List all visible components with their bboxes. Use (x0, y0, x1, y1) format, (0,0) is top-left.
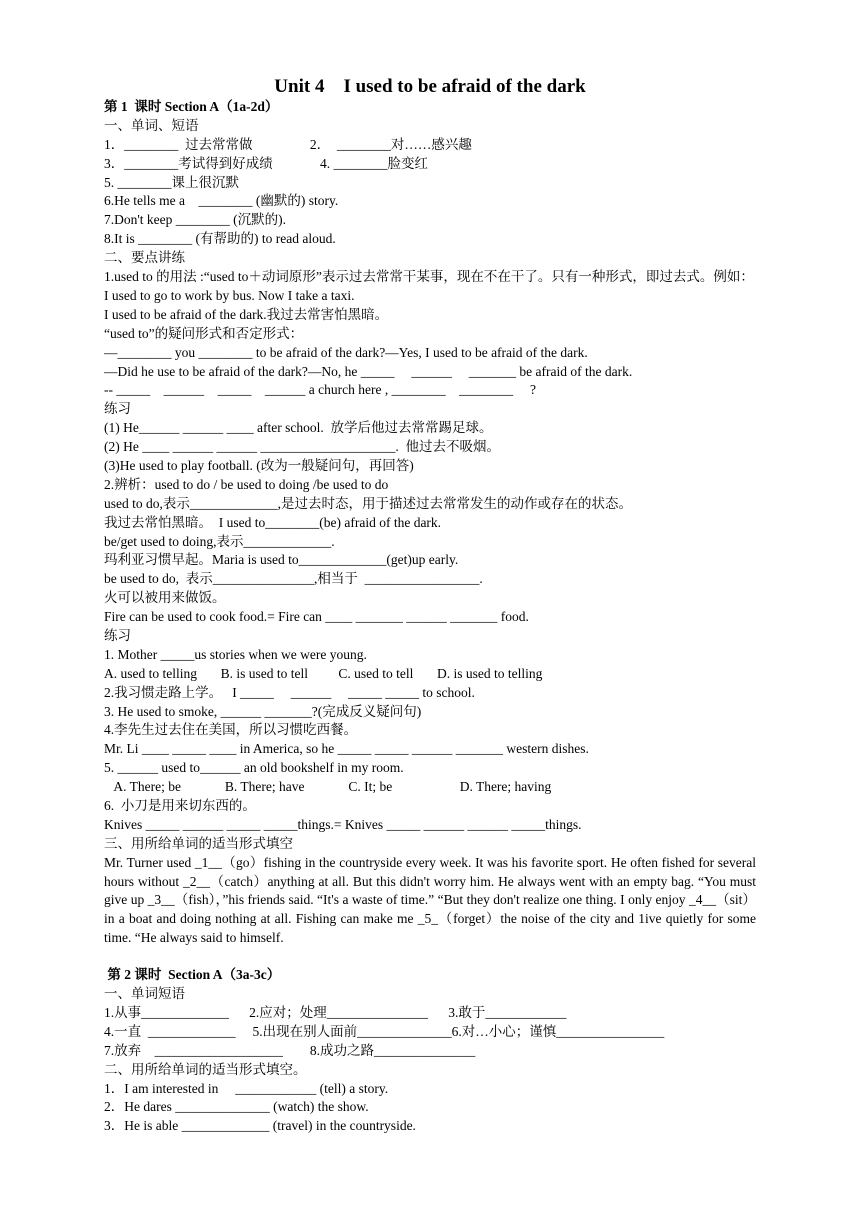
text-line: 3．________考试得到好成绩 4. ________脸变红 (104, 155, 428, 171)
text-line: 6. 小刀是用来切东西的。 (104, 797, 256, 813)
text-line: —Did he use to be afraid of the dark?—No, he _____ ______ _______ be afraid of the dark. (104, 363, 633, 379)
text-line: 1.从事_____________ 2.应对；处理_______________ 3.敢于____________ (104, 1004, 567, 1020)
text-line: 2.我习惯走路上学。 I _____ ______ _____ _____ to school. (104, 684, 475, 700)
document-body (104, 98, 756, 1136)
text-line: Mr. Li ____ _____ ____ in America, so he _____ _____ ______ _______ western dishes. (104, 741, 589, 757)
text-line: (3)He used to play football. (改为一般疑问句，再回答) (104, 457, 414, 473)
text-line: A. There; be B. There; have C. It; be D. There; having (104, 779, 552, 795)
text-line: 3. He used to smoke, ______ _______?(完成反义疑问句) (104, 703, 422, 719)
text-line: 4.李先生过去住在美国，所以习惯吃西餐。 (104, 722, 358, 738)
text-line: 7.Don't keep ________ (沉默的). (104, 212, 287, 228)
text-line: Mr. Turner used _1__（go）fishing in the countryside every week. It was his favorite sport. He often fished for several hours without _2__（catch）anything at all. But this didn't worry him. He always went with an empty bag. “You must give up _3__（fish），”his friends said. “It's a waste of time.” “But they don't realize one thing. I only enjoy _4__（sit）in a boat and doing nothing at all. Fishing can make me _5_（forget）the noise of the city and 1ive quietly for some time. “He always said to himself. (104, 854, 756, 946)
text-line: 1.used to 的用法 :“used to＋动词原形”表示过去常常干某事，现在不在干了。只有一种形式，即过去式。例如：I used to go to work by bus. Now I take a taxi. (104, 269, 754, 303)
text-line: 一、单词、短语 (104, 117, 199, 133)
text-line: Knives _____ ______ _____ _____things.= Knives _____ ______ ______ _____things. (104, 816, 582, 832)
text-line: 火可以被用来做饭。 (104, 590, 226, 606)
text-line: 2.辨析：used to do / be used to doing /be used to do (104, 476, 389, 492)
text-line: 二、要点讲练 (104, 250, 185, 266)
section-gap (104, 948, 756, 966)
text-line: 1. Mother _____us stories when we were young. (104, 646, 367, 662)
text-line: used to do,表示_____________,是过去时态，用于描述过去常常发生的动作或存在的状态。 (104, 495, 632, 511)
text-line: (1) He______ ______ ____ after school. 放学后他过去常常踢足球。 (104, 420, 493, 436)
text-line: 7.放弃 ___________________ 8.成功之路_______________ (104, 1042, 476, 1058)
text-line: I used to be afraid of the dark.我过去常害怕黑暗。 (104, 306, 389, 322)
text-line: “used to”的疑问形式和否定形式： (104, 325, 304, 341)
text-line: 3．He is able _____________ (travel) in the countryside. (104, 1118, 416, 1134)
text-line: 6.He tells me a ________ (幽默的) story. (104, 193, 339, 209)
text-line: 二、用所给单词的适当形式填空。 (104, 1061, 307, 1077)
text-line: 1．________ 过去常常做 2． ________对……感兴趣 (104, 136, 472, 152)
text-line: 4.一直 _____________ 5.出现在别人面前______________6.对…小心；谨慎________________ (104, 1023, 665, 1039)
text-line: -- _____ ______ _____ ______ a church here , ________ ________ ? (104, 382, 536, 398)
text-line: be/get used to doing,表示_____________. (104, 533, 335, 549)
text-line: (2) He ____ ______ ______ ____________________. 他过去不吸烟。 (104, 439, 500, 455)
section-heading: 第 1 课时 Section A（1a-2d） (104, 99, 279, 114)
text-line: 8.It is ________ (有帮助的) to read aloud. (104, 231, 336, 247)
text-line: 我过去常怕黑暗。 I used to________(be) afraid of the dark. (104, 514, 442, 530)
text-line: 玛利亚习惯早起。Maria is used to_____________(get)up early. (104, 552, 459, 568)
text-line: —________ you ________ to be afraid of the dark?—Yes, I used to be afraid of the dark. (104, 344, 588, 360)
text-line: 练习 (104, 627, 131, 643)
document-page (104, 76, 756, 1136)
text-line: be used to do, 表示_______________,相当于 _________________. (104, 571, 483, 587)
text-line: 三、用所给单词的适当形式填空 (104, 835, 293, 851)
document-title: Unit 4 I used to be afraid of the dark (274, 76, 586, 97)
text-line: 一、单词短语 (104, 986, 185, 1002)
text-line: Fire can be used to cook food.= Fire can ____ _______ ______ _______ food. (104, 609, 529, 625)
section-heading: 第 2 课时 Section A（3a-3c） (104, 967, 281, 983)
text-line: 练习 (104, 401, 131, 417)
text-line: A. used to telling B. is used to tell C. used to tell D. is used to telling (104, 665, 543, 681)
text-line: 5. ________课上很沉默 (104, 174, 239, 190)
text-line: 5. ______ used to______ an old bookshelf in my room. (104, 760, 404, 776)
text-line: 1．I am interested in ____________ (tell) a story. (104, 1080, 389, 1096)
text-line: 2．He dares ______________ (watch) the show. (104, 1099, 369, 1115)
